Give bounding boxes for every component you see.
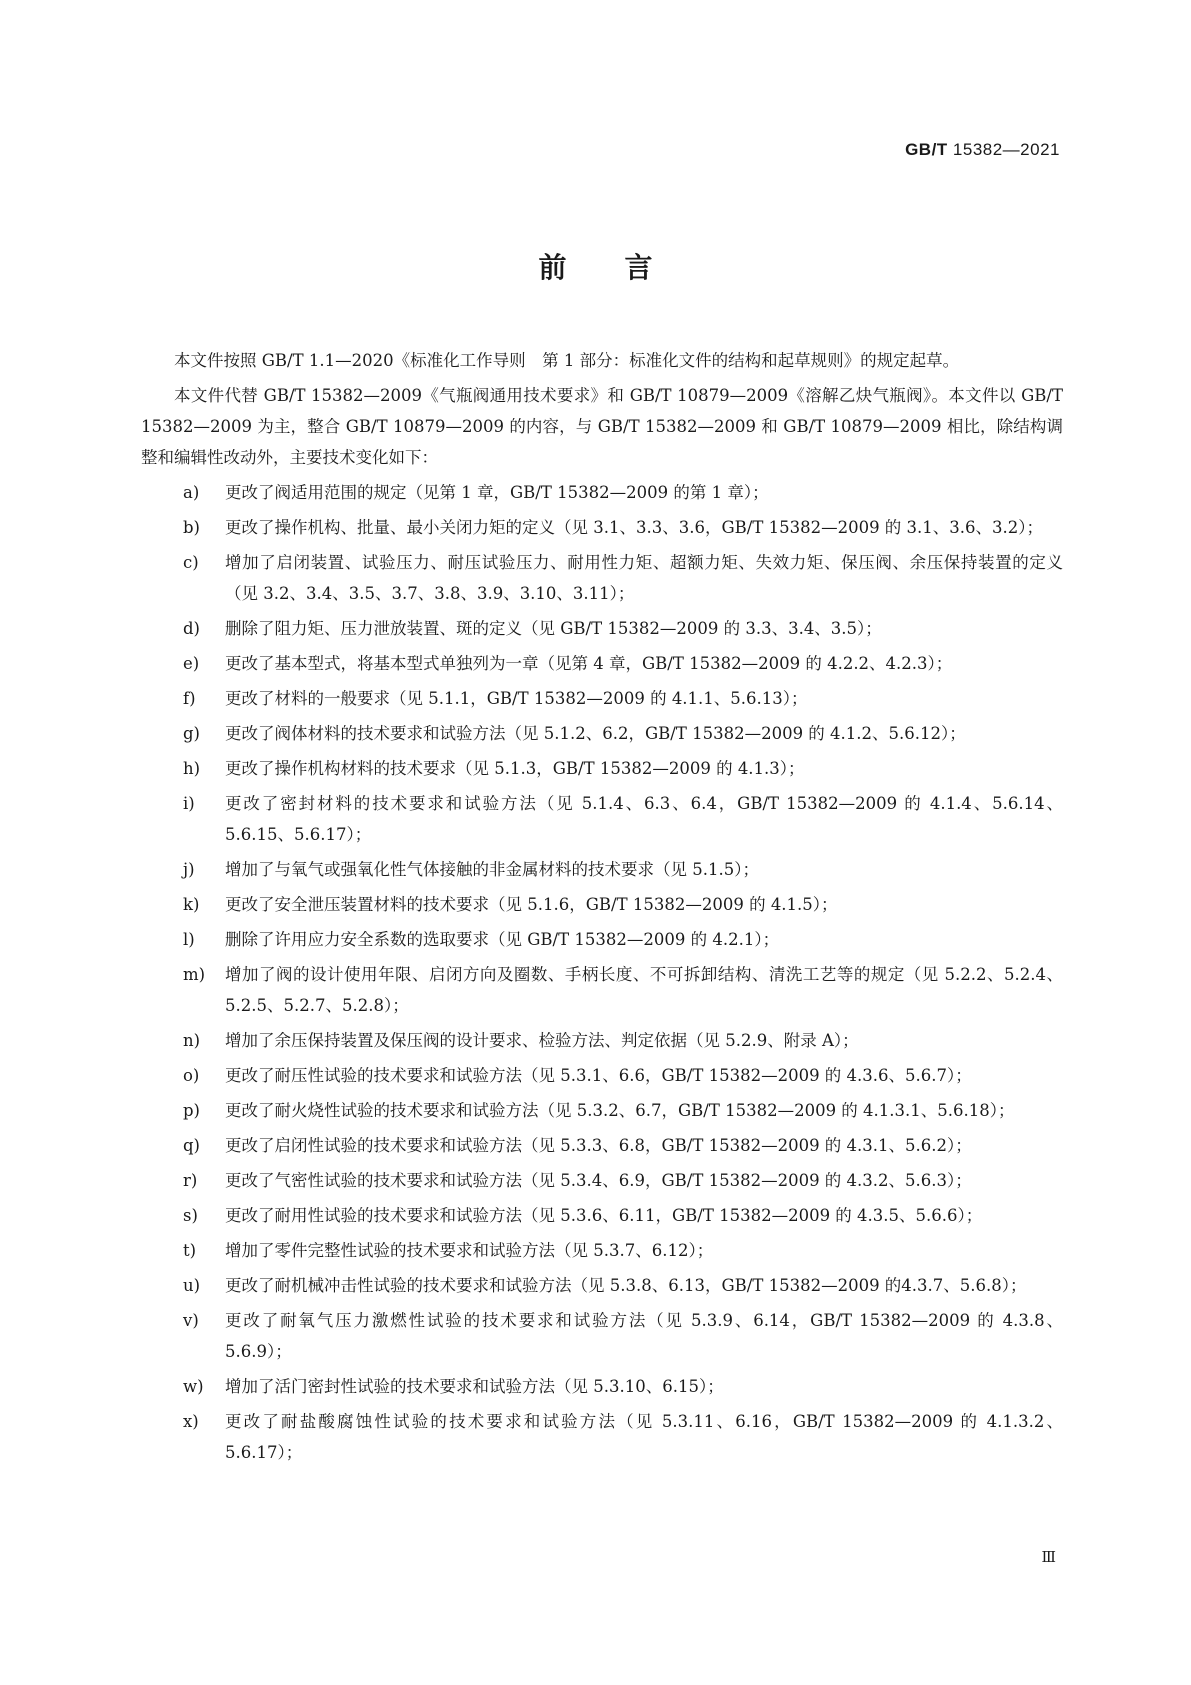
list-item [141, 1165, 1063, 1196]
list-item-marker: j) [183, 860, 195, 879]
document-body [141, 345, 1063, 1472]
list-item [141, 648, 1063, 679]
list-item-marker: u) [183, 1276, 201, 1295]
list-item-text: 增加了阀的设计使用年限、启闭方向及圈数、手柄长度、不可拆卸结构、清洗工艺等的规定（见 5.2.2、5.2.4、5.2.5、5.2.7、5.2.8）； [225, 965, 1063, 1015]
standard-prefix: GB/T [905, 140, 948, 159]
list-item [141, 1305, 1063, 1367]
intro-paragraph: 本文件按照 GB/T 1.1—2020《标准化工作导则 第 1 部分：标准化文件的结构和起草规则》的规定起草。 [174, 351, 960, 370]
list-item-marker: a) [183, 483, 200, 502]
list-item [141, 1270, 1063, 1301]
list-item-text: 更改了耐氧气压力激燃性试验的技术要求和试验方法（见 5.3.9、6.14，GB/T 15382—2009 的 4.3.8、5.6.9）； [225, 1311, 1063, 1361]
list-item-marker: o) [183, 1066, 200, 1085]
list-item-text: 更改了操作机构、批量、最小关闭力矩的定义（见 3.1、3.3、3.6，GB/T 15382—2009 的 3.1、3.6、3.2）； [225, 518, 1044, 537]
list-item-text: 增加了零件完整性试验的技术要求和试验方法（见 5.3.7、6.12）； [225, 1241, 714, 1260]
list-item-text: 更改了阀适用范围的规定（见第 1 章，GB/T 15382—2009 的第 1 章）； [225, 483, 769, 502]
list-item-marker: q) [183, 1136, 200, 1155]
list-item [141, 477, 1063, 508]
list-item-marker: d) [183, 619, 200, 638]
list-item-text: 更改了耐压性试验的技术要求和试验方法（见 5.3.1、6.6，GB/T 15382—2009 的 4.3.6、5.6.7）； [225, 1066, 972, 1085]
list-item [141, 924, 1063, 955]
list-item [141, 718, 1063, 749]
list-item [141, 889, 1063, 920]
list-item-marker: p) [183, 1101, 200, 1120]
list-item-marker: f) [183, 689, 196, 708]
list-item-marker: x) [183, 1412, 199, 1431]
list-item [141, 1130, 1063, 1161]
list-item-marker: g) [183, 724, 200, 743]
list-item [141, 788, 1063, 850]
list-item-marker: c) [183, 553, 199, 572]
list-item-marker: v) [183, 1311, 199, 1330]
page-title: 前言 [538, 251, 711, 284]
list-item-text: 更改了耐机械冲击性试验的技术要求和试验方法（见 5.3.8、6.13，GB/T 15382—2009 的4.3.7、5.6.8）； [225, 1276, 1027, 1295]
replacement-paragraph: 本文件代替 GB/T 15382—2009《气瓶阀通用技术要求》和 GB/T 10879—2009《溶解乙炔气瓶阀》。本文件以 GB/T 15382—2009 为主，整合 GB/T 10879—2009 的内容，与 GB/T 15382—2009 和 GB/T 10879—2009 相比，除结构调整和编辑性改动外，主要技术变化如下： [141, 386, 1063, 467]
standard-number: 15382—2021 [952, 140, 1060, 159]
list-item-text: 增加了活门密封性试验的技术要求和试验方法（见 5.3.10、6.15）； [225, 1377, 724, 1396]
list-item-text: 更改了操作机构材料的技术要求（见 5.1.3，GB/T 15382—2009 的 4.1.3）； [225, 759, 805, 778]
list-item-text: 更改了阀体材料的技术要求和试验方法（见 5.1.2、6.2，GB/T 15382—2009 的 4.1.2、5.6.12）； [225, 724, 966, 743]
list-item-text: 更改了气密性试验的技术要求和试验方法（见 5.3.4、6.9，GB/T 15382—2009 的 4.3.2、5.6.3）； [225, 1171, 972, 1190]
list-item-marker: h) [183, 759, 201, 778]
list-item-marker: m) [183, 965, 206, 984]
list-item-text: 更改了启闭性试验的技术要求和试验方法（见 5.3.3、6.8，GB/T 15382—2009 的 4.3.1、5.6.2）； [225, 1136, 972, 1155]
standard-code [905, 140, 1060, 160]
list-item-text: 删除了许用应力安全系数的选取要求（见 GB/T 15382—2009 的 4.2.1）； [225, 930, 780, 949]
list-item-marker: b) [183, 518, 200, 537]
list-item-text: 更改了密封材料的技术要求和试验方法（见 5.1.4、6.3、6.4，GB/T 15382—2009 的 4.1.4、5.6.14、5.6.15、5.6.17）； [225, 794, 1063, 844]
list-item [141, 753, 1063, 784]
list-item-marker: n) [183, 1031, 201, 1050]
list-item-text: 更改了耐火烧性试验的技术要求和试验方法（见 5.3.2、6.7，GB/T 15382—2009 的 4.1.3.1、5.6.18）； [225, 1101, 1015, 1120]
list-item [141, 854, 1063, 885]
list-item-marker: r) [183, 1171, 198, 1190]
list-item [141, 547, 1063, 609]
changes-list [141, 477, 1063, 1468]
page-number: Ⅲ [1041, 1548, 1056, 1566]
list-item-text: 增加了余压保持装置及保压阀的设计要求、检验方法、判定依据（见 5.2.9、附录 A）； [225, 1031, 859, 1050]
list-item-marker: w) [183, 1377, 204, 1396]
list-item-text: 增加了启闭装置、试验压力、耐压试验压力、耐用性力矩、超额力矩、失效力矩、保压阀、余压保持装置的定义（见 3.2、3.4、3.5、3.7、3.8、3.9、3.10、3.11）； [225, 553, 1063, 603]
list-item-marker: i) [183, 794, 195, 813]
list-item [141, 1235, 1063, 1266]
list-item [141, 959, 1063, 1021]
list-item [141, 1371, 1063, 1402]
list-item-text: 更改了材料的一般要求（见 5.1.1，GB/T 15382—2009 的 4.1.1、5.6.13）； [225, 689, 808, 708]
list-item-marker: l) [183, 930, 195, 949]
list-item-text: 更改了基本型式，将基本型式单独列为一章（见第 4 章，GB/T 15382—2009 的 4.2.2、4.2.3）； [225, 654, 953, 673]
list-item-text: 更改了耐用性试验的技术要求和试验方法（见 5.3.6、6.11，GB/T 15382—2009 的 4.3.5、5.6.6）； [225, 1206, 983, 1225]
list-item-text: 更改了安全泄压装置材料的技术要求（见 5.1.6，GB/T 15382—2009 的 4.1.5）； [225, 895, 838, 914]
list-item [141, 613, 1063, 644]
list-item [141, 1060, 1063, 1091]
list-item [141, 1200, 1063, 1231]
list-item [141, 1095, 1063, 1126]
list-item-marker: t) [183, 1241, 197, 1260]
list-item-text: 更改了耐盐酸腐蚀性试验的技术要求和试验方法（见 5.3.11、6.16，GB/T 15382—2009 的 4.1.3.2、5.6.17）； [225, 1412, 1063, 1462]
list-item-marker: s) [183, 1206, 198, 1225]
list-item [141, 1406, 1063, 1468]
list-item [141, 512, 1063, 543]
list-item [141, 1025, 1063, 1056]
list-item [141, 683, 1063, 714]
list-item-marker: k) [183, 895, 200, 914]
list-item-text: 增加了与氧气或强氧化性气体接触的非金属材料的技术要求（见 5.1.5）； [225, 860, 759, 879]
list-item-marker: e) [183, 654, 200, 673]
list-item-text: 删除了阻力矩、压力泄放装置、斑的定义（见 GB/T 15382—2009 的 3.3、3.4、3.5）； [225, 619, 882, 638]
